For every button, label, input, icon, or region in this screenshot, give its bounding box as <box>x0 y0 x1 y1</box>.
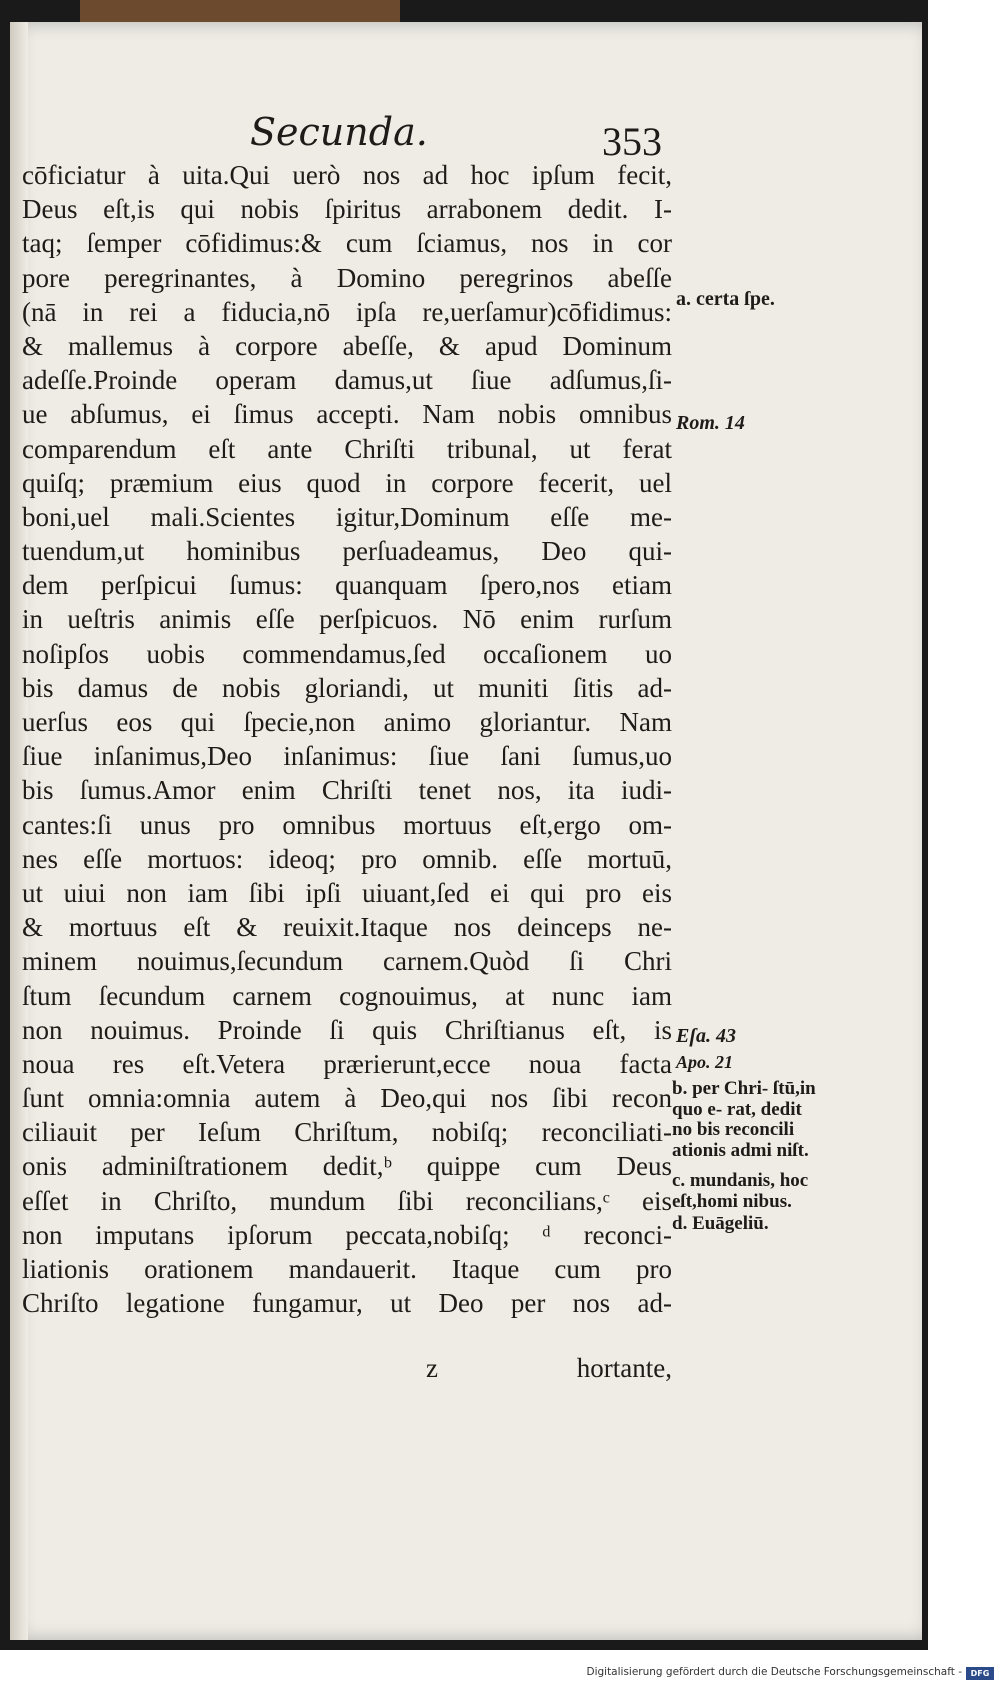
margin-note-c: c. mundanis, hoc eſt,homi nibus. <box>672 1170 809 1212</box>
body-line: cantes:ſi unus pro omnibus mortuus eſt,ergo om- <box>22 809 672 840</box>
body-line: ſiue inſanimus,Deo inſanimus: ſiue ſani ſumus,uo <box>22 741 672 772</box>
catchword: hortante, <box>576 1353 672 1383</box>
body-line: ciliauit per Ieſum Chriſtum, nobiſq; reconciliati- <box>22 1117 672 1148</box>
margin-note-b: b. per Chri- ſtū,in quo e- rat, dedit no bis reconcili ationis admi niſt. <box>672 1078 816 1161</box>
body-line: bis damus de nobis gloriandi, ut muniti ſitis ad- <box>22 672 672 703</box>
body-line: noua res eſt.Vetera prærierunt,ecce noua facta <box>22 1048 672 1079</box>
body-line: & mortuus eſt & reuixit.Itaque nos deinceps ne- <box>22 912 672 943</box>
body-line: in ueſtris animis eſſe perſpicuos. Nō enim rurſum <box>22 604 672 635</box>
body-line: ſunt omnia:omnia autem à Deo,qui nos ſibi recon <box>22 1083 672 1114</box>
body-line: ue abſumus, ei ſimus accepti. Nam nobis omnibus <box>22 399 672 430</box>
body-line: taq; ſemper cōfidimus:& cum ſciamus, nos in cor <box>22 228 672 259</box>
body-line: cōficiatur à uita.Qui uerò nos ad hoc ipſum fecit, <box>22 160 672 190</box>
body-line: minem nouimus,ſecundum carnem.Quòd ſi Chri <box>22 946 672 977</box>
margin-note-a: a. certa ſpe. <box>676 288 775 310</box>
body-line: adeſſe.Proinde operam damus,ut ſiue adſumus,ſi- <box>22 365 672 396</box>
body-line: noſipſos uobis commendamus,ſed occaſionem uo <box>22 638 672 669</box>
body-line: boni,uel mali.Scientes igitur,Dominum eſſe me- <box>22 501 672 532</box>
body-line: Chriſto legatione fungamur, ut Deo per nos ad- <box>22 1288 672 1319</box>
body-line: nes eſſe mortuos: ideoq; pro omnib. eſſe mortuū, <box>22 843 672 874</box>
page-number: 353 <box>602 119 662 164</box>
signature-mark: z <box>426 1353 438 1383</box>
body-line: bis ſumus.Amor enim Chriſti tenet nos, ita iudi- <box>22 775 672 806</box>
body-line: Deus eſt,is qui nobis ſpiritus arrabonem dedit. I- <box>22 194 672 225</box>
body-line: & mallemus à corpore abeſſe, & apud Dominum <box>22 330 672 361</box>
margin-notes-block <box>672 1079 822 1235</box>
margin-note-rom: Rom. 14 <box>676 412 745 434</box>
margin-note-d: d. Euāgeliū. <box>672 1213 769 1234</box>
body-line: comparendum eſt ante Chriſti tribunal, ut ferat <box>22 433 672 464</box>
body-line: ut uiui non iam ſibi ipſi uiuant,ſed ei qui pro eis <box>22 877 672 908</box>
body-line: tuendum,ut hominibus perſuadeamus, Deo qui- <box>22 536 672 567</box>
body-line: liationis orationem mandauerit. Itaque cum pro <box>22 1254 672 1284</box>
binding-strip <box>80 0 400 22</box>
body-line: non imputans ipſorum peccata,nobiſq; ᵈ reconci- <box>22 1219 672 1250</box>
margin-note-apo: Apo. 21 <box>676 1052 734 1072</box>
body-text <box>22 158 672 1320</box>
catchword-row <box>22 1353 672 1387</box>
body-line: (nā in rei a fiducia,nō ipſa re,uerſamur)cōfidimus: <box>22 296 672 327</box>
body-line: dem perſpicui ſumus: quanquam ſpero,nos etiam <box>22 570 672 601</box>
footer <box>0 1664 1000 1684</box>
body-line: non nouimus. Proinde ſi quis Chriſtianus eſt, is <box>22 1014 672 1045</box>
body-line: pore peregrinantes, à Domino peregrinos abeſſe <box>22 262 672 293</box>
body-line: ſtum ſecundum carnem cognouimus, at nunc iam <box>22 980 672 1011</box>
dfg-logo: DFG <box>966 1667 994 1680</box>
footer-credit: Digitalisierung gefördert durch die Deutsche Forschungsgemeinschaft - <box>586 1666 962 1678</box>
body-line: uerſus eos qui ſpecie,non animo gloriantur. Nam <box>22 707 672 737</box>
running-head: Secunda. <box>250 110 428 154</box>
body-line: eſſet in Chriſto, mundum ſibi reconcilians,ᶜ eis <box>22 1185 672 1216</box>
body-line: quiſq; præmium eius quod in corpore fecerit, uel <box>22 467 672 498</box>
body-line: onis adminiſtrationem dedit,ᵇ quippe cum Deus <box>22 1151 672 1182</box>
margin-note-esa: Eſa. 43 <box>676 1025 736 1047</box>
